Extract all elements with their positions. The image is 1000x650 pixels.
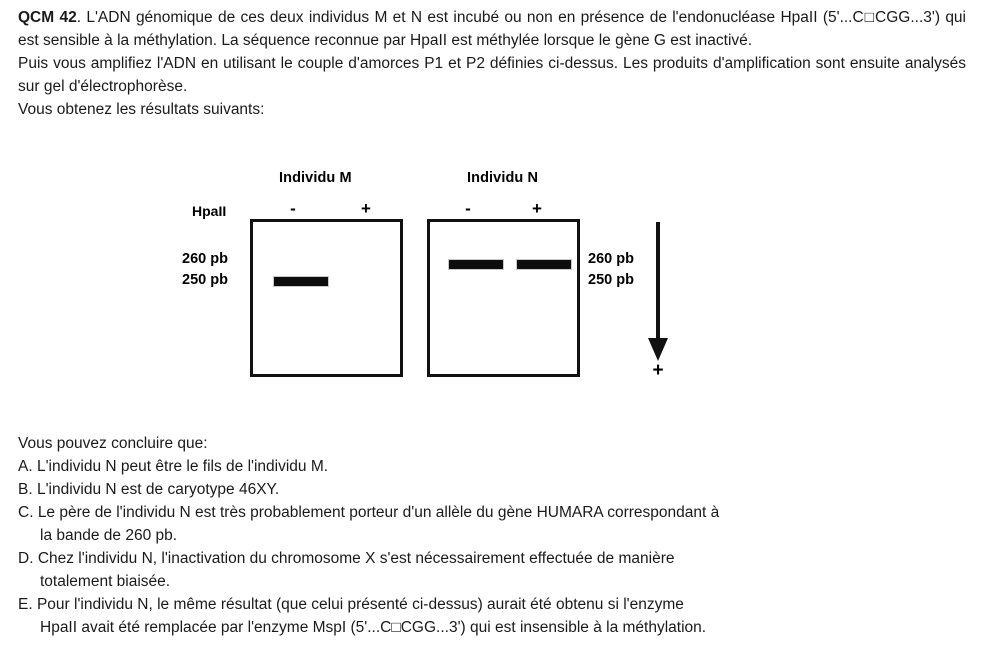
answer-text-b: L'individu N est de caryotype 46XY. [36, 481, 280, 498]
migration-polarity-label: + [652, 360, 664, 381]
answer-option-e[interactable] [18, 593, 968, 616]
answer-text-c: Le père de l'individu N est très probablement porteur d'un allèle du gène HUMARA correspondant à [37, 504, 720, 521]
gel-panel-individual-n [427, 219, 580, 377]
size-labels-right [588, 249, 634, 291]
answer-text-d: Chez l'individu N, l'inactivation du chromosome X s'est nécessairement effectuée de manière [37, 550, 675, 567]
answer-text-c-continuation: la bande de 260 pb. [40, 527, 178, 544]
lane-sign-n-minus: - [465, 199, 471, 218]
stem-paragraph-2: Puis vous amplifiez l'ADN en utilisant le couple d'amorces P1 et P2 définies ci-dessus. Les produits d'amplification sont ensuite analysés sur gel d'électrophorèse. [18, 55, 966, 95]
size-label-left-250: 250 pb [182, 272, 228, 288]
enzyme-row-label: HpaII [192, 203, 227, 219]
lane-sign-n-plus: + [532, 199, 542, 218]
question-number: QCM 42 [18, 9, 77, 26]
lane-sign-m-minus: - [290, 199, 296, 218]
gel-band-m-minus-250pb [273, 276, 329, 287]
stem-paragraph-3: Vous obtenez les résultats suivants: [18, 101, 265, 118]
down-arrow-icon [645, 222, 671, 362]
answers-prompt: Vous pouvez concluire que: [18, 435, 208, 452]
size-label-right-260: 260 pb [588, 251, 634, 267]
gel-band-n-plus-260pb [516, 259, 572, 270]
answer-option-d[interactable] [18, 547, 968, 570]
question-stem [18, 6, 966, 121]
size-label-left-260: 260 pb [182, 251, 228, 267]
stem-text-1: . L'ADN génomique de ces deux individus M et N est incubé ou non en présence de l'endonucléase HpaII (5'...C□CGG...3') qui est sensible à la méthylation. La séquence reconnue par HpaII est méthylée lorsque le gène G est inactivé. [18, 9, 966, 49]
figure-title-individual-n: Individu N [467, 170, 539, 186]
answer-letter-e: E. [18, 596, 33, 613]
answer-text-a: L'individu N peut être le fils de l'individu M. [36, 458, 329, 475]
answer-letter-b: B. [18, 481, 33, 498]
answer-letter-a: A. [18, 458, 33, 475]
answer-text-d-continuation: totalement biaisée. [40, 573, 171, 590]
answer-letter-c: C. [18, 504, 34, 521]
answer-text-e-continuation: HpaII avait été remplacée par l'enzyme MspI (5'...C□CGG...3') qui est insensible à la méthylation. [40, 619, 707, 636]
answer-option-c[interactable] [18, 501, 968, 524]
answer-option-a[interactable] [18, 455, 968, 478]
size-labels-left [182, 249, 228, 291]
gel-band-n-minus-260pb [448, 259, 504, 270]
figure-title-individual-m: Individu M [279, 170, 352, 186]
answer-options-list [18, 432, 968, 639]
answer-letter-d: D. [18, 550, 34, 567]
answer-option-b[interactable] [18, 478, 968, 501]
stem-paragraph-1 [18, 6, 966, 52]
gel-panel-individual-m [250, 219, 403, 377]
lane-sign-m-plus: + [361, 199, 371, 218]
size-label-right-250: 250 pb [588, 272, 634, 288]
answer-text-e: Pour l'individu N, le même résultat (que celui présenté ci-dessus) aurait été obtenu si l'enzyme [36, 596, 684, 613]
